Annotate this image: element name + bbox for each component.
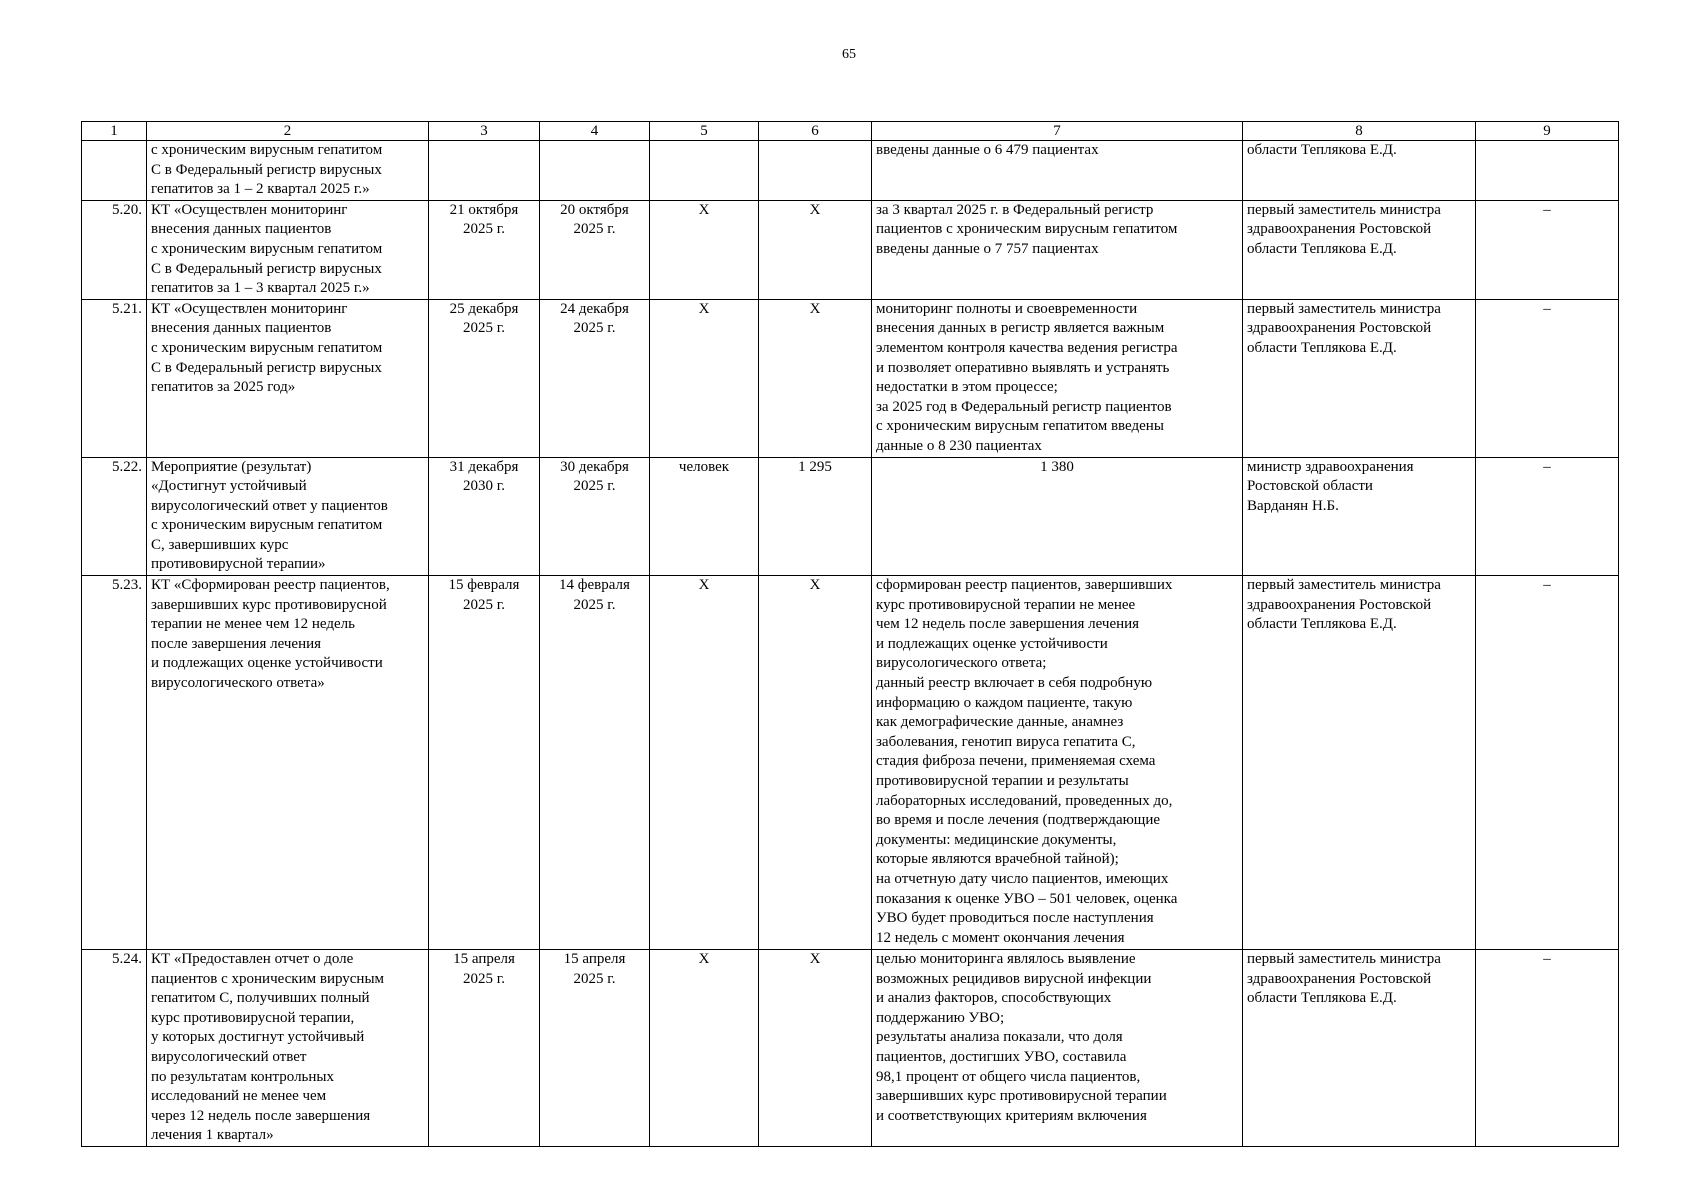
table-row — [82, 457, 1619, 576]
row-result: 1 380 — [872, 457, 1243, 576]
row-fact-date: 30 декабря 2025 г. — [540, 457, 650, 576]
row-result: сформирован реестр пациентов, завершивших курс противовирусной терапии не менее чем 12 недель после завершения лечения и подлежащих оценке устойчивости вирусологического ответа; данный реестр включает в себя подробную информацию о каждом пациенте, такую как демографические данные, анамнез заболевания, генотип вируса гепатита С, стадия фиброза печени, применяемая схема противовирусной терапии и результаты лабораторных исследований, проведенных до, во время и после лечения (подтверждающие документы: медицинские документы, которые являются врачебной тайной); на отчетную дату число пациентов, имеющих показания к оценке УВО – 501 человек, оценка УВО будет проводиться после наступления 12 недель с момент окончания лечения — [872, 576, 1243, 950]
row-number: 5.21. — [82, 299, 147, 457]
row-result: введены данные о 6 479 пациентах — [872, 141, 1243, 201]
row-name: КТ «Осуществлен мониторинг внесения данных пациентов с хроническим вирусным гепатитом С в Федеральный регистр вирусных гепатитов за 2025 год» — [147, 299, 429, 457]
row-fact-date: 14 февраля 2025 г. — [540, 576, 650, 950]
table-row — [82, 950, 1619, 1147]
row-fact-date: 20 октября 2025 г. — [540, 200, 650, 299]
col-header-2: 2 — [147, 122, 429, 141]
row-number: 5.20. — [82, 200, 147, 299]
col-header-6: 6 — [759, 122, 872, 141]
row-responsible: первый заместитель министра здравоохранения Ростовской области Теплякова Е.Д. — [1243, 950, 1476, 1147]
header-row — [82, 122, 1619, 141]
row-base-value: Х — [759, 299, 872, 457]
col-header-7: 7 — [872, 122, 1243, 141]
col-header-1: 1 — [82, 122, 147, 141]
row-fact-date: 15 апреля 2025 г. — [540, 950, 650, 1147]
row-base-value — [759, 141, 872, 201]
table-row — [82, 576, 1619, 950]
report-table — [81, 121, 1619, 1147]
row-unit: Х — [650, 576, 759, 950]
row-note: – — [1476, 299, 1619, 457]
row-fact-date — [540, 141, 650, 201]
row-name: Мероприятие (результат) «Достигнут устойчивый вирусологический ответ у пациентов с хроническим вирусным гепатитом С, завершивших курс противовирусной терапии» — [147, 457, 429, 576]
col-header-8: 8 — [1243, 122, 1476, 141]
col-header-3: 3 — [429, 122, 540, 141]
row-unit: Х — [650, 200, 759, 299]
table-row — [82, 299, 1619, 457]
row-result: за 3 квартал 2025 г. в Федеральный регистр пациентов с хроническим вирусным гепатитом введены данные о 7 757 пациентах — [872, 200, 1243, 299]
row-responsible: области Теплякова Е.Д. — [1243, 141, 1476, 201]
page-number: 65 — [842, 47, 856, 62]
row-name: КТ «Предоставлен отчет о доле пациентов с хроническим вирусным гепатитом С, получивших полный курс противовирусной терапии, у которых достигнут устойчивый вирусологический ответ по результатам контрольных исследований не менее чем через 12 недель после завершения лечения 1 квартал» — [147, 950, 429, 1147]
row-responsible: первый заместитель министра здравоохранения Ростовской области Теплякова Е.Д. — [1243, 200, 1476, 299]
row-unit: Х — [650, 299, 759, 457]
row-plan-date: 31 декабря 2030 г. — [429, 457, 540, 576]
row-plan-date: 15 февраля 2025 г. — [429, 576, 540, 950]
table-row — [82, 141, 1619, 201]
row-plan-date: 15 апреля 2025 г. — [429, 950, 540, 1147]
row-unit: человек — [650, 457, 759, 576]
col-header-5: 5 — [650, 122, 759, 141]
row-unit — [650, 141, 759, 201]
row-responsible: первый заместитель министра здравоохранения Ростовской области Теплякова Е.Д. — [1243, 299, 1476, 457]
row-base-value: Х — [759, 950, 872, 1147]
row-base-value: 1 295 — [759, 457, 872, 576]
row-name: КТ «Осуществлен мониторинг внесения данных пациентов с хроническим вирусным гепатитом С в Федеральный регистр вирусных гепатитов за 1 – 3 квартал 2025 г.» — [147, 200, 429, 299]
row-number: 5.24. — [82, 950, 147, 1147]
row-base-value: Х — [759, 576, 872, 950]
row-fact-date: 24 декабря 2025 г. — [540, 299, 650, 457]
row-name: КТ «Сформирован реестр пациентов, завершивших курс противовирусной терапии не менее чем 12 недель после завершения лечения и подлежащих оценке устойчивости вирусологического ответа» — [147, 576, 429, 950]
row-note: – — [1476, 457, 1619, 576]
row-plan-date: 21 октября 2025 г. — [429, 200, 540, 299]
row-note: – — [1476, 950, 1619, 1147]
row-responsible: министр здравоохранения Ростовской области Варданян Н.Б. — [1243, 457, 1476, 576]
row-note — [1476, 141, 1619, 201]
row-number — [82, 141, 147, 201]
row-plan-date — [429, 141, 540, 201]
row-result: целью мониторинга являлось выявление возможных рецидивов вирусной инфекции и анализ факторов, способствующих поддержанию УВО; результаты анализа показали, что доля пациентов, достигших УВО, составила 98,1 процент от общего числа пациентов, завершивших курс противовирусной терапии и соответствующих критериям включения — [872, 950, 1243, 1147]
row-note: – — [1476, 576, 1619, 950]
row-number: 5.22. — [82, 457, 147, 576]
row-name: с хроническим вирусным гепатитом С в Федеральный регистр вирусных гепатитов за 1 – 2 квартал 2025 г.» — [147, 141, 429, 201]
row-number: 5.23. — [82, 576, 147, 950]
row-base-value: Х — [759, 200, 872, 299]
col-header-4: 4 — [540, 122, 650, 141]
row-result: мониторинг полноты и своевременности внесения данных в регистр является важным элементом контроля качества ведения регистра и позволяет оперативно выявлять и устранять недостатки в этом процессе; за 2025 год в Федеральный регистр пациентов с хроническим вирусным гепатитом введены данные о 8 230 пациентах — [872, 299, 1243, 457]
table-row — [82, 200, 1619, 299]
col-header-9: 9 — [1476, 122, 1619, 141]
row-plan-date: 25 декабря 2025 г. — [429, 299, 540, 457]
row-responsible: первый заместитель министра здравоохранения Ростовской области Теплякова Е.Д. — [1243, 576, 1476, 950]
row-note: – — [1476, 200, 1619, 299]
row-unit: Х — [650, 950, 759, 1147]
